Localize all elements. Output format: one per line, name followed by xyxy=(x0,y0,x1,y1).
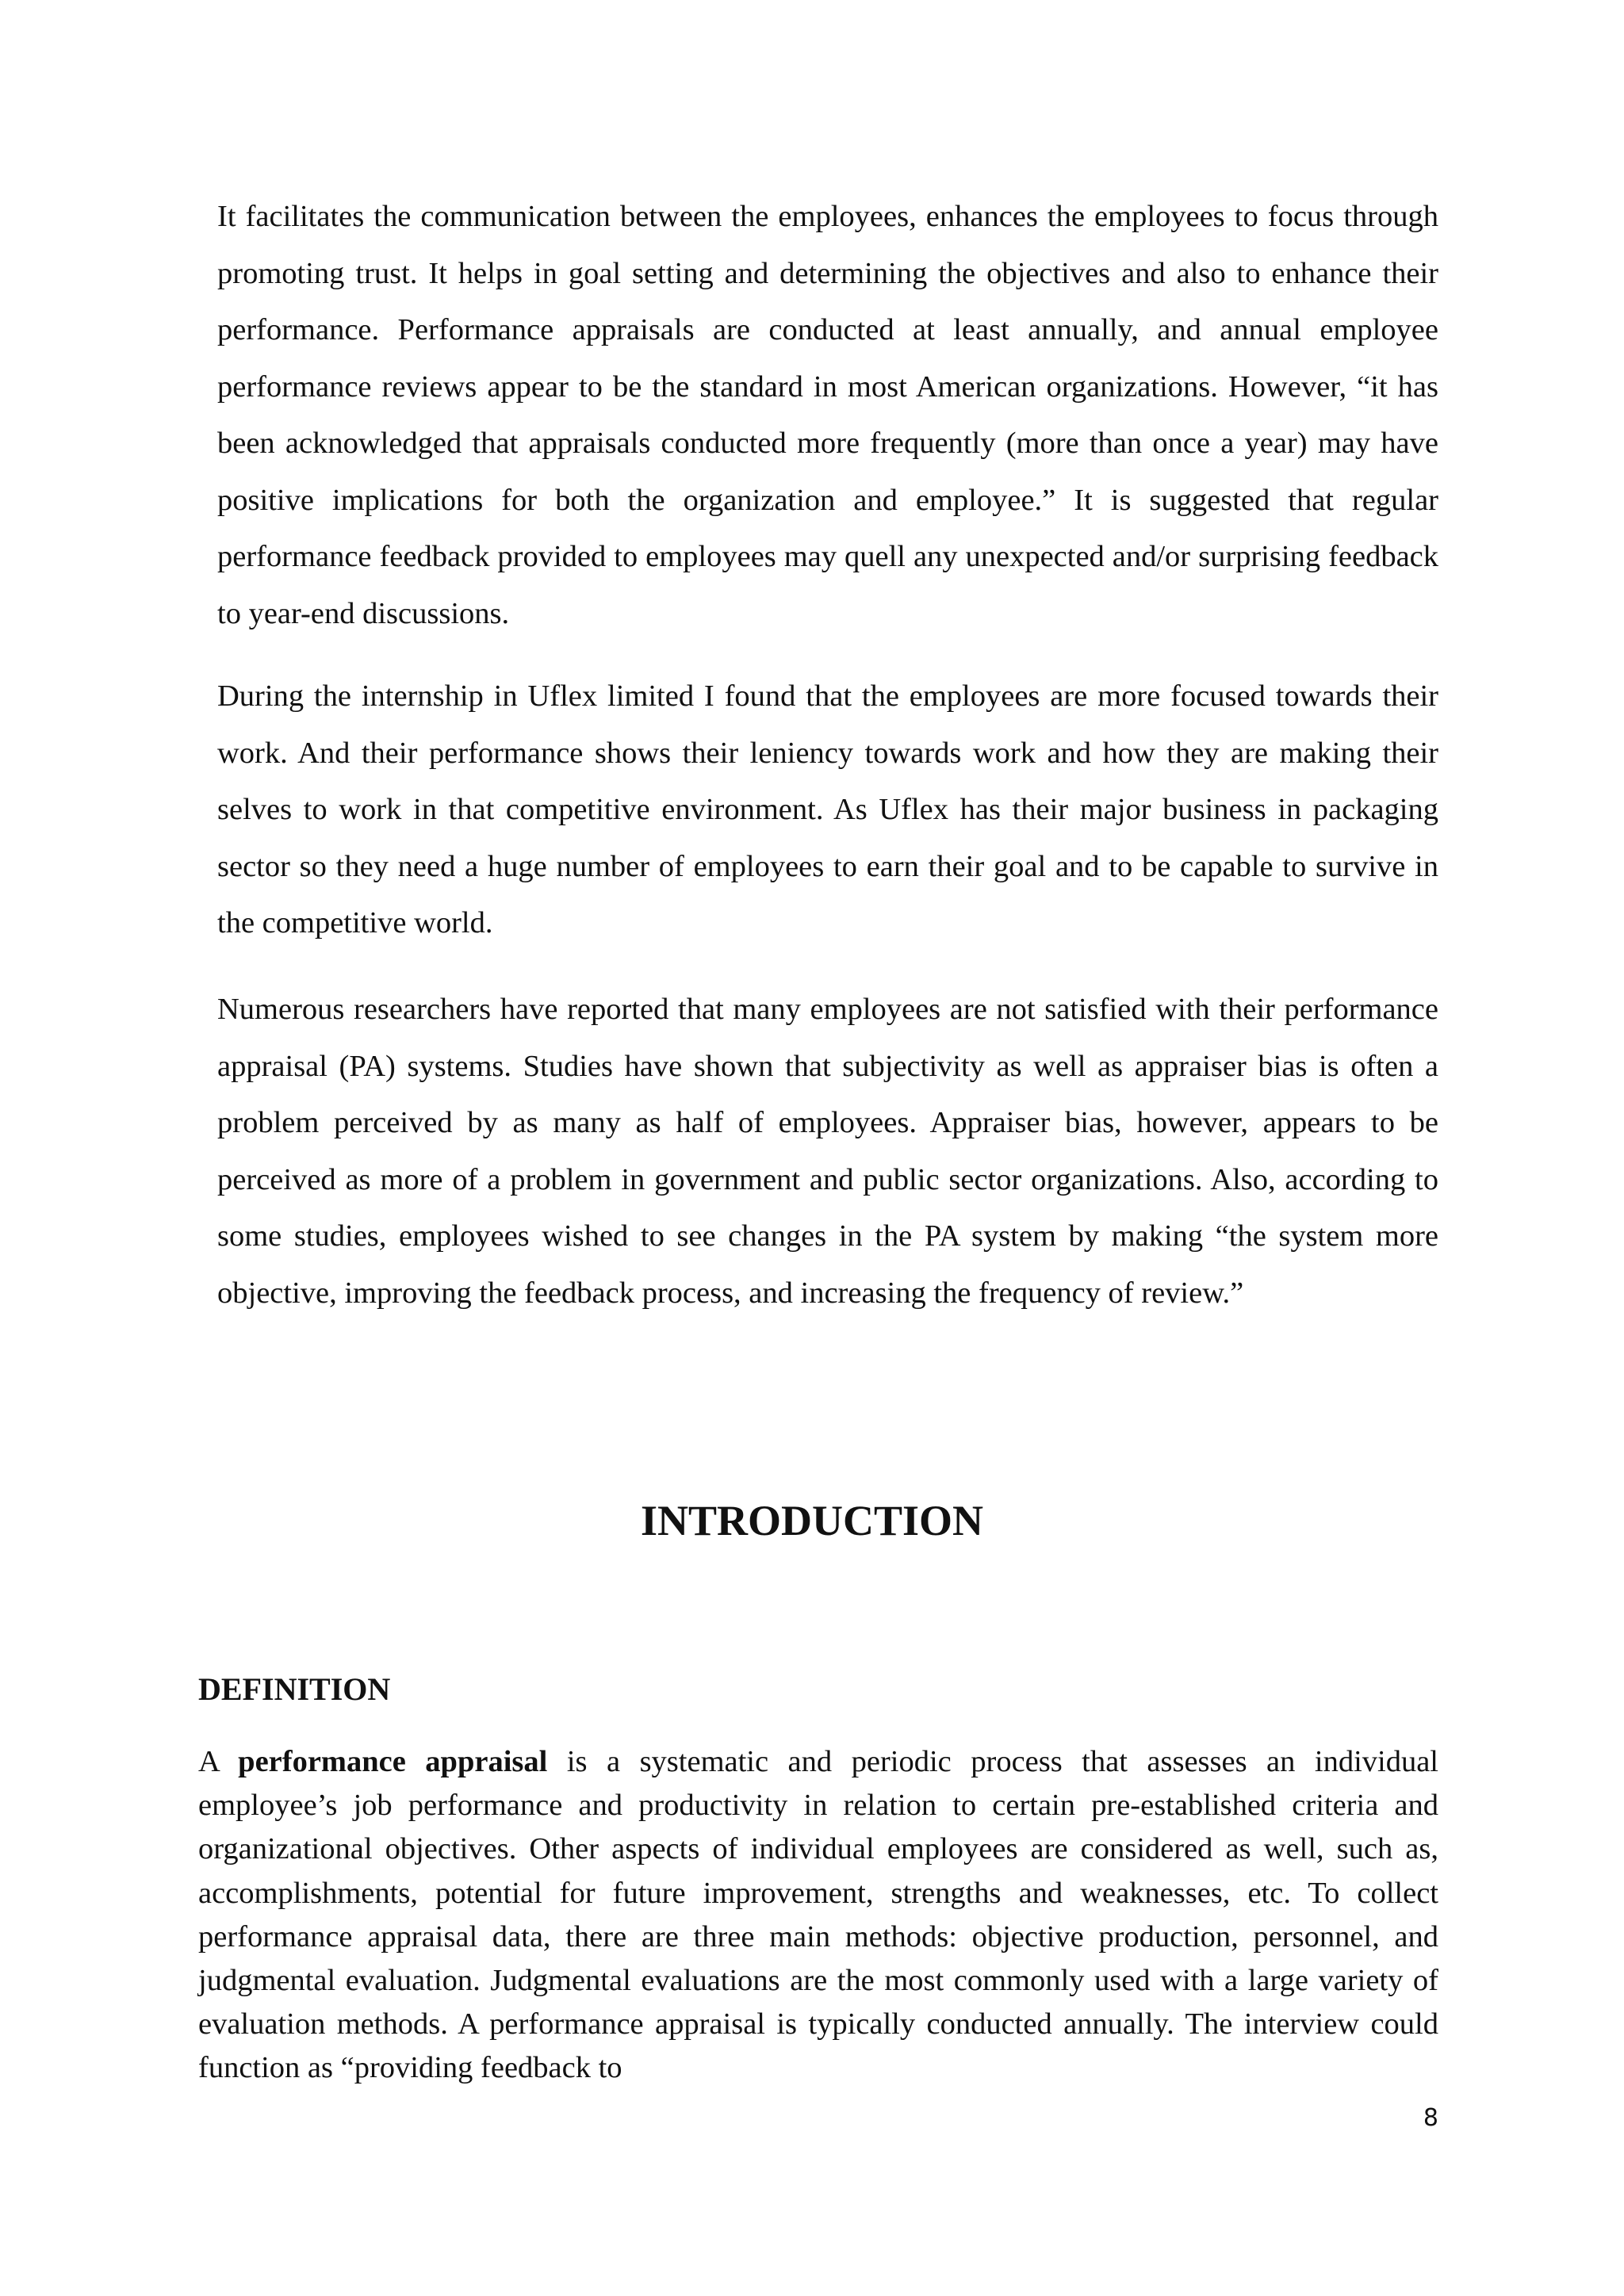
subheading-definition: DEFINITION xyxy=(198,1671,391,1707)
definition-lead: A xyxy=(198,1745,219,1778)
section-heading-introduction: INTRODUCTION xyxy=(640,1497,984,1544)
definition-paragraph xyxy=(198,1740,1438,2091)
definition-body: is a systematic and periodic process that assesses an individual employee’s job performance and productivity in relation to certain pre-established criteria and organizational objectives. Other aspects of individual employees are considered as well, such as, accomplishments, potential for future improvement, strengths and weaknesses, etc. To collect performance appraisal data, there are three main methods: objective production, personnel, and judgmental evaluation. Judgmental evaluations are the most commonly used with a large variety of evaluation methods. A performance appraisal is typically conducted annually. The interview could function as “providing feedback to xyxy=(198,1745,1438,2085)
page-number: 8 xyxy=(1423,2104,1438,2132)
definition-term: performance appraisal xyxy=(238,1745,548,1778)
paragraph-researchers: Numerous researchers have reported that many employees are not satisfied with their performance appraisal (PA) systems. Studies have shown that subjectivity as well as appraiser bias is often a problem perceived by as many as half of employees. Appraiser bias, however, appears to be perceived as more of a problem in government and public sector organizations. Also, according to some studies, employees wished to see changes in the PA system by making “the system more objective, improving the feedback process, and increasing the frequency of review.” xyxy=(217,993,1438,1310)
paragraph-communication: It facilitates the communication between the employees, enhances the employees to focus through promoting trust. It helps in goal setting and determining the objectives and also to enhance their performance. Performance appraisals are conducted at least annually, and annual employee performance reviews appear to be the standard in most American organizations. However, “it has been acknowledged that appraisals conducted more frequently (more than once a year) may have positive implications for both the organization and employee.” It is suggested that regular performance feedback provided to employees may quell any unexpected and/or surprising feedback to year-end discussions. xyxy=(217,200,1438,630)
paragraph-internship: During the internship in Uflex limited I found that the employees are more focused towards their work. And their performance shows their leniency towards work and how they are making their selves to work in that competitive environment. As Uflex has their major business in packaging sector so they need a huge number of employees to earn their goal and to be capable to survive in the competitive world. xyxy=(217,679,1438,939)
